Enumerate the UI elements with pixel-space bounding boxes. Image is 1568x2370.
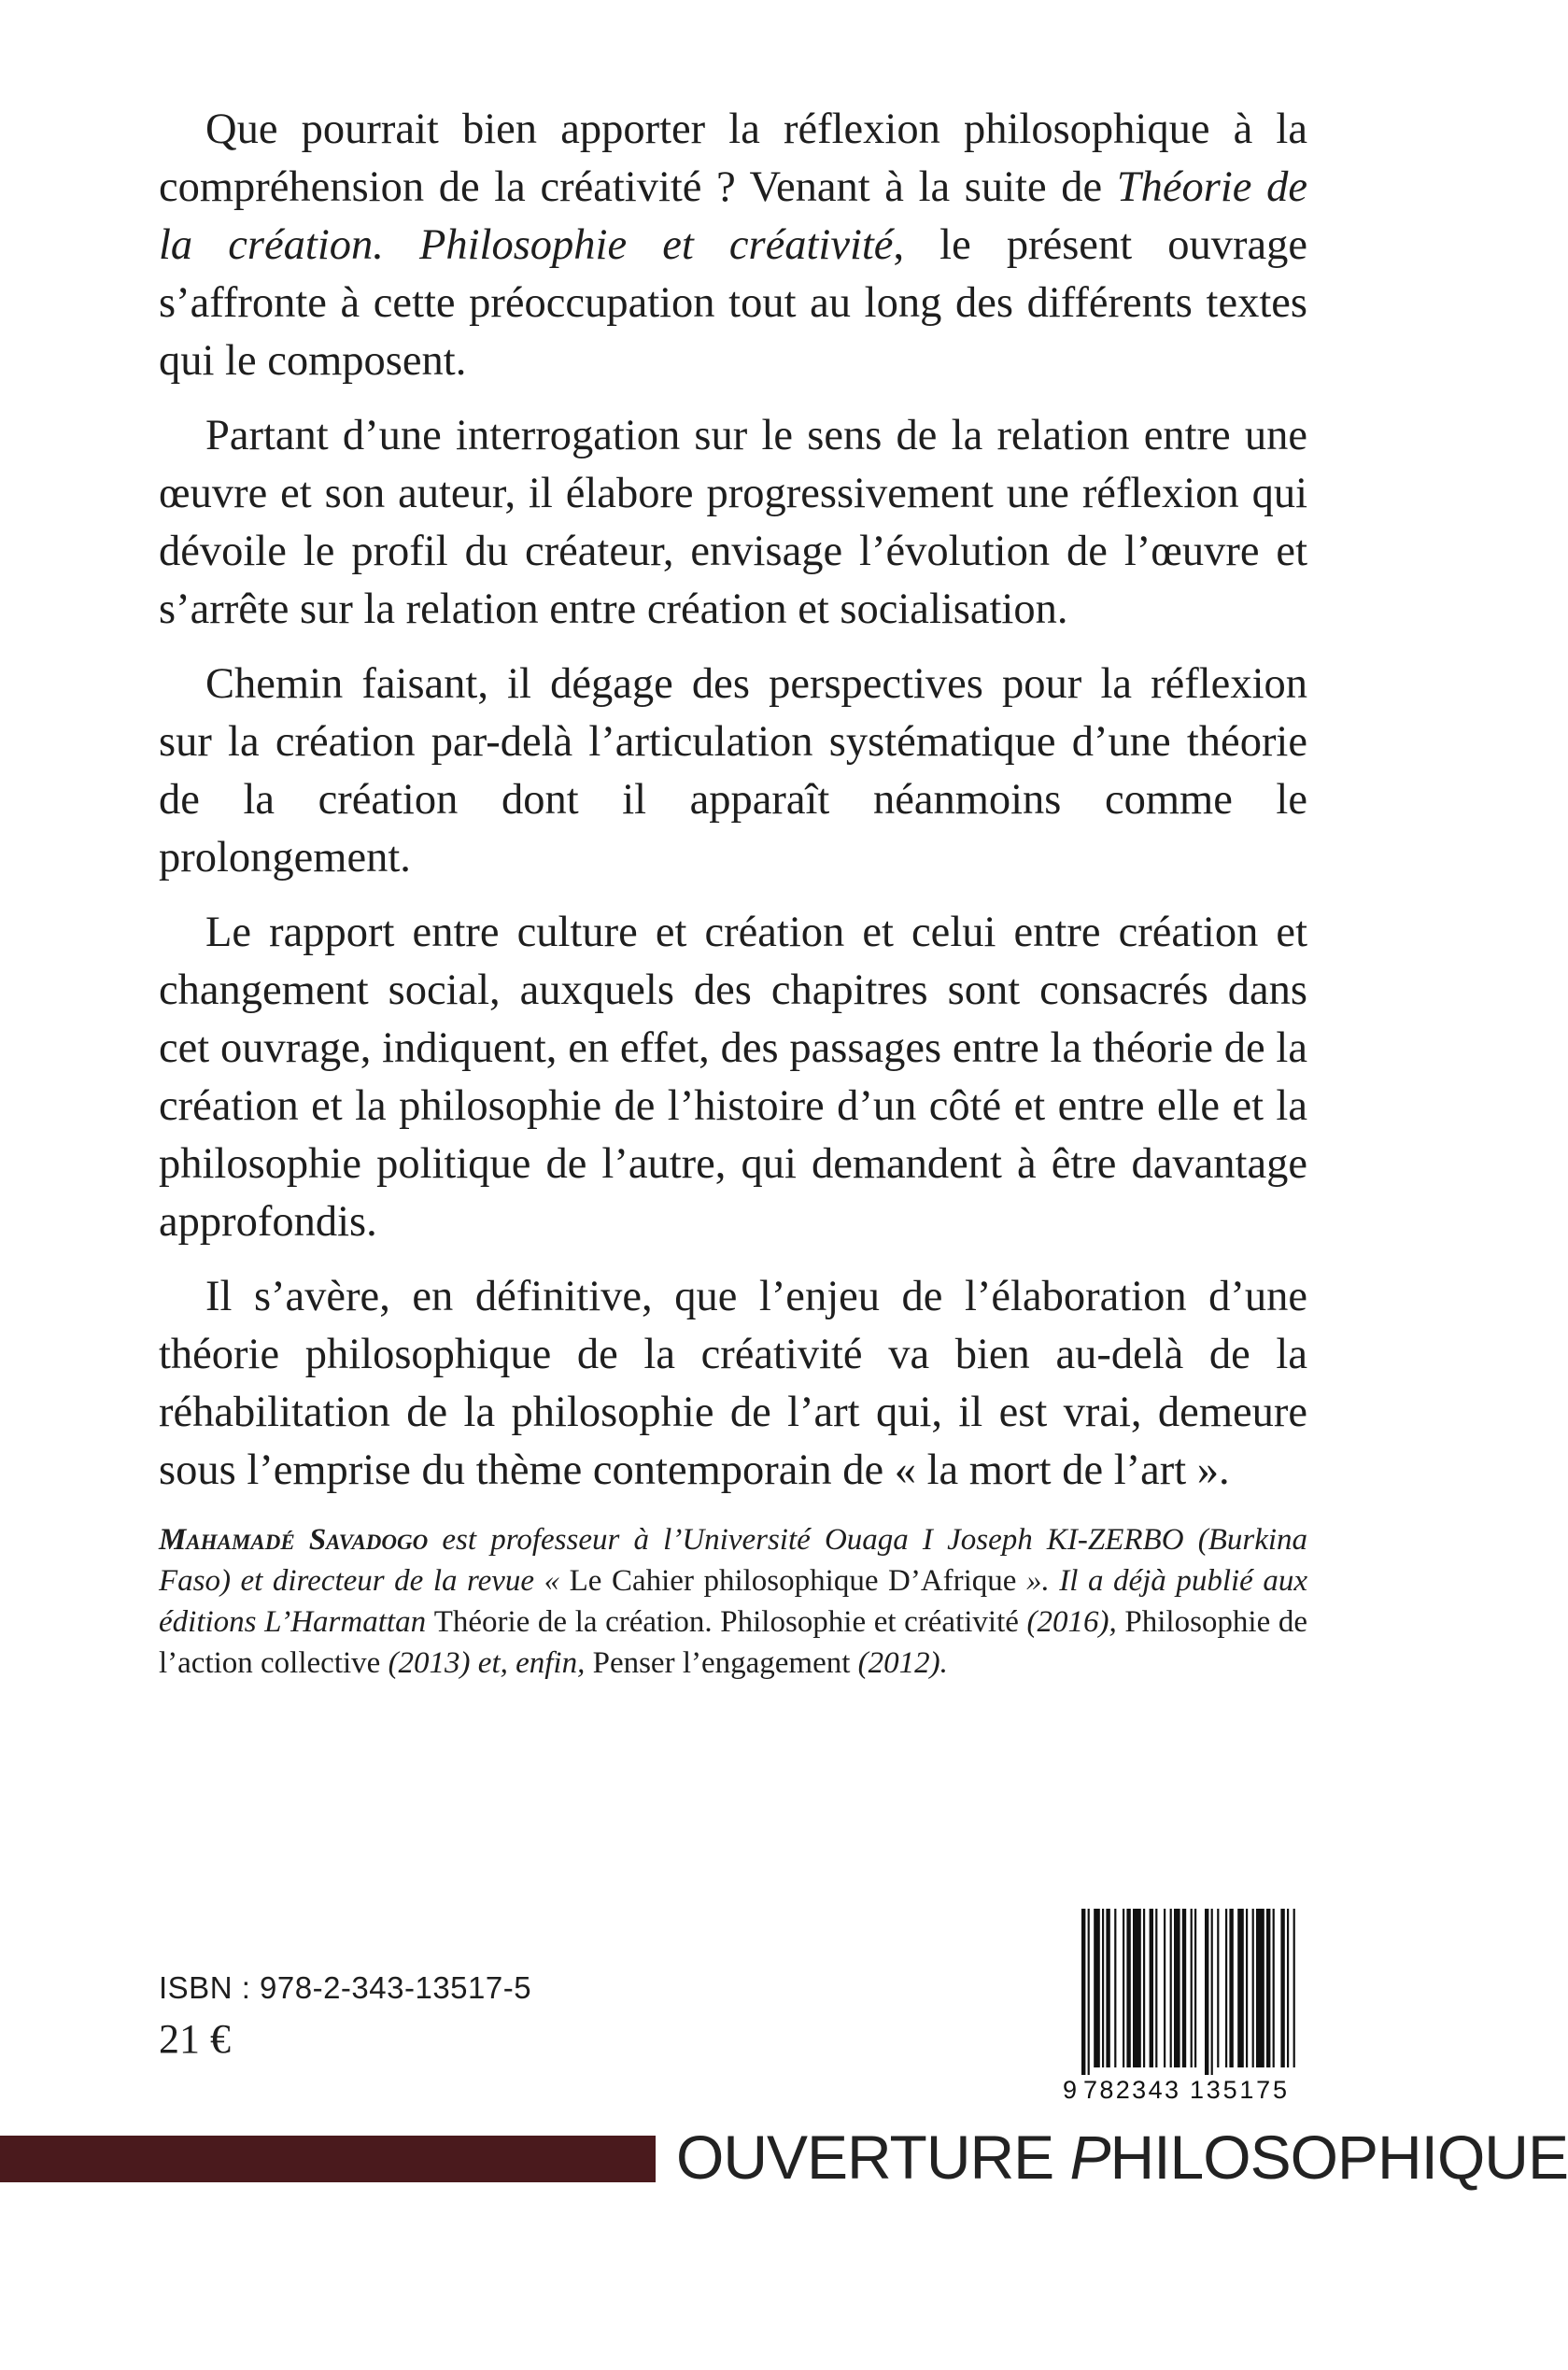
blurb-paragraph-1: Que pourrait bien apporter la réflexion philosophique à la compréhension de la créativité ? Venant à la suite de Théorie de la création. Philosophie et créativité, le présent ouvrage s’affronte à cette préoccupation tout au long des différents textes qui le composent. (159, 106, 1307, 385)
series-name: OUVERTURE PHILOSOPHIQUE (676, 2123, 1568, 2192)
author-name: Mahamadé Savadogo (159, 1523, 429, 1557)
barcode-bar (1133, 1909, 1141, 2067)
barcode-bar (1211, 1909, 1213, 2075)
book-title-1: Théorie de la création. Philosophie et créativité (433, 1605, 1019, 1639)
barcode-bar (1170, 1909, 1172, 2067)
barcode-bar (1106, 1909, 1109, 2067)
blurb-paragraph-5: Il s’avère, en définitive, que l’enjeu de l’élaboration d’une théorie philosophique de la créativité va bien au-delà de la réhabilitation de la philosophie de l’art qui, il est vrai, demeure sous l’emprise du thème contemporain de « la mort de l’art ». (159, 1273, 1307, 1494)
barcode-bar (1205, 1909, 1208, 2075)
back-cover-blurb (159, 101, 1307, 1517)
barcode-bar (1273, 1909, 1275, 2067)
barcode-bar (1225, 1909, 1227, 2067)
barcode-bar (1293, 1909, 1295, 2067)
barcode-bar (1164, 1909, 1165, 2067)
barcode-bar (1237, 1909, 1244, 2067)
isbn: ISBN : 978-2-343-13517-5 (159, 1970, 532, 2005)
barcode-bar (1246, 1909, 1248, 2067)
journal-title: Le Cahier philosophique D’Afrique (569, 1564, 1017, 1598)
barcode-bar (1191, 1909, 1193, 2067)
barcode-bar (1155, 1909, 1157, 2067)
barcode-bar (1123, 1909, 1124, 2067)
barcode-bar (1266, 1909, 1270, 2067)
barcode-bar (1094, 1909, 1100, 2067)
barcode-bar (1252, 1909, 1254, 2067)
barcode-graphic (1061, 1909, 1302, 2103)
barcode-digits-left: 782343 (1083, 2076, 1179, 2104)
book-title-2: Philosophie de l’action collective (159, 1605, 1307, 1680)
barcode-bar (1088, 1909, 1090, 2075)
barcode-bar (1174, 1909, 1180, 2067)
blurb-paragraph-2: Partant d’une interrogation sur le sens de la relation entre une œuvre et son auteur, il élabore progressivement une réflexion qui dévoile le profil du créateur, envisage l’évolution de l’œuvre et s’arrête sur la relation entre création et socialisation. (159, 412, 1307, 633)
barcode-bar (1287, 1909, 1289, 2067)
book-title-3: Penser l’engagement (592, 1646, 851, 1680)
barcode-bar (1150, 1909, 1153, 2067)
author-bio: Mahamadé Savadogo est professeur à l’Université Ouaga I Joseph KI-ZERBO (Burkina Faso) et directeur de la revue « Le Cahier philosophique D’Afrique ». Il a déjà publié aux éditions L’Harmattan Théorie de la création. Philosophie et créativité (2016), Philosophie de l’action collective (2013) et, enfin, Penser l’engagement (2012). (159, 1523, 1308, 1680)
barcode-digit-first: 9 (1063, 2076, 1078, 2104)
barcode-bar (1194, 1909, 1196, 2067)
barcode-bar (1114, 1909, 1116, 2067)
barcode-bar (1081, 1909, 1085, 2075)
cited-book-title: Théorie de la création. Philosophie et créativité (159, 163, 1307, 269)
series-color-band (0, 2136, 656, 2182)
price: 21 € (159, 2016, 231, 2062)
barcode-bar (1280, 1909, 1284, 2067)
barcode-bar (1182, 1909, 1186, 2067)
barcode-digits-right: 135175 (1190, 2076, 1287, 2104)
barcode-bars (1081, 1909, 1295, 2075)
barcode-bar (1143, 1909, 1145, 2067)
blurb-paragraph-4: Le rapport entre culture et création et celui entre création et changement social, auxquels des chapitres sont consacrés dans cet ouvrage, indiquent, en effet, des passages entre la théorie de la création et la philosophie de l’histoire d’un côté et entre elle et la philosophie politique de l’autre, qui demandent à être davantage approfondis. (159, 909, 1307, 1246)
blurb-paragraph-3: Chemin faisant, il dégage des perspectives pour la réflexion sur la création par-delà l’articulation systématique d’une théorie de la création dont il apparaît néanmoins comme le prolongement. (159, 660, 1307, 882)
barcode-bar (1256, 1909, 1264, 2067)
barcode (1061, 1909, 1302, 2103)
barcode-bar (1102, 1909, 1104, 2067)
barcode-bar (1229, 1909, 1233, 2067)
barcode-bar (1217, 1909, 1219, 2067)
barcode-bar (1126, 1909, 1130, 2067)
